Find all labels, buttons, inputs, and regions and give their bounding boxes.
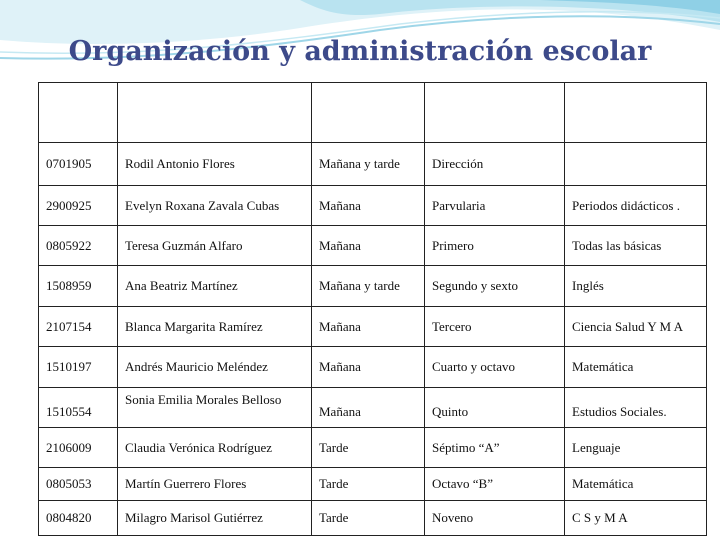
cell-docente: Ana Beatriz Martínez [118,266,312,307]
cell-jornada: Mañana y tarde [312,143,425,186]
cell-nip: 1510197 [39,347,118,388]
cell-grado: Parvularia [425,186,565,226]
cell-nip: 1510554 [39,388,118,428]
cell-docente: Claudia Verónica Rodríguez [118,428,312,468]
cell-docente: Blanca Margarita Ramírez [118,307,312,347]
cell-jornada: Mañana [312,226,425,266]
table-row [39,468,707,501]
cell-jornada: Mañana [312,347,425,388]
cell-nip: 0701905 [39,143,118,186]
table-row [39,307,707,347]
table-row [39,143,707,186]
cell-asignatura [565,143,707,186]
cell-nip: 2106009 [39,428,118,468]
cell-jornada: Tarde [312,468,425,501]
cell-asignatura: Matemática [565,468,707,501]
header-jornada: JORNADA QUE ATIENDE [312,83,425,143]
cell-docente: Teresa Guzmán Alfaro [118,226,312,266]
header-asignatura: ASIGNATURA QUE IMPARTE [565,83,707,143]
table-row [39,501,707,536]
header-docente: NOMBRE DEL DOCENTE [118,83,312,143]
table-header-row [39,83,707,143]
header-grado: GRADO QUE ATIENDE [425,83,565,143]
cell-jornada: Mañana [312,388,425,428]
cell-asignatura: Ciencia Salud Y M A [565,307,707,347]
cell-jornada: Tarde [312,501,425,536]
cell-docente: Andrés Mauricio Meléndez [118,347,312,388]
cell-nip: 0805053 [39,468,118,501]
cell-grado: Primero [425,226,565,266]
cell-jornada: Mañana [312,307,425,347]
cell-grado: Quinto [425,388,565,428]
cell-nip: 0805922 [39,226,118,266]
cell-grado: Séptimo “A” [425,428,565,468]
table-row [39,186,707,226]
cell-docente: Rodil Antonio Flores [118,143,312,186]
table-row [39,428,707,468]
cell-asignatura: Estudios Sociales. [565,388,707,428]
cell-grado: Tercero [425,307,565,347]
cell-grado: Octavo “B” [425,468,565,501]
table-row [39,388,707,428]
cell-docente: Evelyn Roxana Zavala Cubas [118,186,312,226]
cell-grado: Noveno [425,501,565,536]
cell-nip: 2900925 [39,186,118,226]
cell-jornada: Tarde [312,428,425,468]
header-nip: NIP [39,83,118,143]
page-title: Organización y administración escolar [68,36,652,67]
cell-asignatura: C S y M A [565,501,707,536]
teachers-table [38,82,707,536]
cell-docente: Milagro Marisol Gutiérrez [118,501,312,536]
cell-asignatura: Periodos didácticos . [565,186,707,226]
cell-docente: Martín Guerrero Flores [118,468,312,501]
cell-asignatura: Lenguaje [565,428,707,468]
cell-nip: 0804820 [39,501,118,536]
cell-jornada: Mañana y tarde [312,266,425,307]
cell-asignatura: Todas las básicas [565,226,707,266]
cell-grado: Dirección [425,143,565,186]
cell-jornada: Mañana [312,186,425,226]
table-row [39,226,707,266]
cell-asignatura: Matemática [565,347,707,388]
cell-nip: 2107154 [39,307,118,347]
cell-nip: 1508959 [39,266,118,307]
table-row [39,347,707,388]
cell-grado: Segundo y sexto [425,266,565,307]
table-row [39,266,707,307]
cell-asignatura: Inglés [565,266,707,307]
cell-grado: Cuarto y octavo [425,347,565,388]
cell-docente: Sonia Emilia Morales Belloso [118,388,312,428]
